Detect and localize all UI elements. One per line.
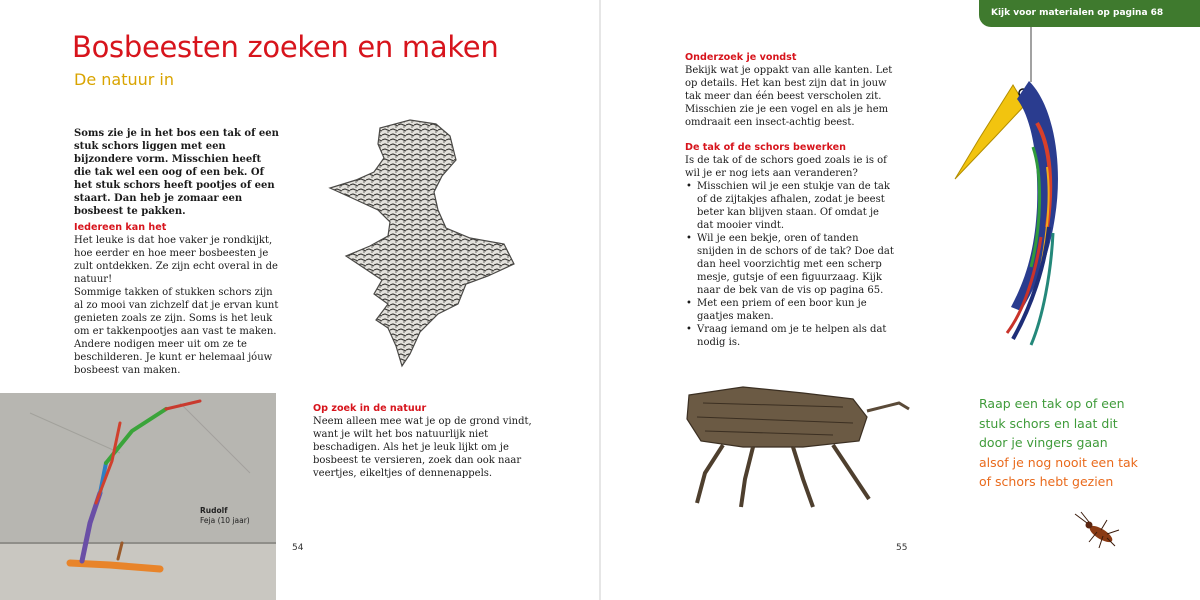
quote-line: alsof je nog nooit een tak [979, 454, 1138, 470]
tips-list [685, 180, 895, 349]
tip-item: • Met een priem of een boor kun je gaatjes maken. [697, 297, 895, 323]
section-text-iedereen-2: Sommige takken of stukken schors zijn al zo mooi van zichzelf dat je ervan kunt genieten zoals ze zijn. Soms is het leuk om er takkenpootjes aan vast te maken. Andere nodigen meer uit om ze te beschilderen. Je kunt er helemaal jóuw bosbeest van maken. [74, 287, 279, 376]
section-heading-onderzoek: Onderzoek je vondst [685, 52, 797, 63]
quote-line: of schors hebt gezien [979, 474, 1114, 489]
intro-text: Soms zie je in het bos een tak of een stuk schors liggen met een bijzondere vorm. Misschien heeft die tak wel een oog of een bek. Of het stuk schors heeft pootjes of een staart. Dan heb je zomaar een bosbeest te pakken. [74, 128, 279, 217]
quote-line: door je vingers gaan [979, 435, 1108, 450]
pull-quote [979, 394, 1138, 492]
bark-bug-illustration [683, 383, 913, 513]
right-page [601, 0, 1200, 600]
page-subtitle: De natuur in [74, 70, 174, 89]
section-onderzoek [685, 51, 895, 129]
page-number-left: 54 [292, 543, 304, 553]
section-heading-op-zoek: Op zoek in de natuur [313, 403, 427, 414]
section-heading-bewerken: De tak of de schors bewerken [685, 142, 846, 153]
page-title: Bosbeesten zoeken en maken [72, 30, 499, 64]
left-page [0, 0, 599, 600]
tip-item: • Wil je een bekje, oren of tanden snijden in de schors of de tak? Doe dat dan heel voorzichtig met een scherp mesje, gutsje of een figuurzaag. Kijk naar de bek van de vis op pagina 65. [697, 232, 895, 297]
section-bewerken [685, 141, 895, 349]
section-text-iedereen: Het leuke is dat hoe vaker je rondkijkt, hoe eerder en hoe meer bosbeesten je zult ontdekken. Ze zijn echt overal in de natuur! [74, 235, 278, 285]
quote-line: Raap een tak op of een [979, 396, 1125, 411]
section-text-op-zoek: Neem alleen mee wat je op de grond vindt, want je wilt het bos natuurlijk niet beschadigen. Als het je leuk lijkt om je bosbeest te versieren, zoek dan ook naar veertjes, eikeltjes of dennenappels. [313, 416, 532, 479]
caption-author: Feja (10 jaar) [200, 516, 250, 525]
section-text-onderzoek: Bekijk wat je oppakt van alle kanten. Let op details. Het kan best zijn dat in jouw tak meer dan één beest verscholen zit. Misschien zie je een vogel en als je hem omdraait een insect-achtig beest. [685, 65, 893, 128]
section-heading-iedereen: Iedereen kan het [74, 222, 167, 233]
tip-item: • Vraag iemand om je te helpen als dat nodig is. [697, 323, 895, 349]
materials-tab: Kijk voor materialen op pagina 68 [979, 0, 1200, 27]
bark-creature-illustration [318, 118, 523, 370]
section-iedereen [74, 221, 279, 377]
insect-icon [1071, 510, 1129, 556]
page-number-right: 55 [896, 543, 908, 553]
tip-item: • Misschien wil je een stukje van de tak of de zijtakjes afhalen, zodat je beest beter kan blijven staan. Of omdat je dat mooier vindt. [697, 180, 895, 232]
photo-rudolf [0, 393, 276, 600]
photo-caption [200, 506, 250, 526]
painted-branch-photo [0, 393, 276, 600]
section-op-zoek [313, 402, 535, 480]
intro-paragraph [74, 127, 279, 218]
painted-bird-illustration [951, 27, 1071, 347]
quote-line: stuk schors en laat dit [979, 415, 1118, 431]
caption-name: Rudolf [200, 506, 228, 515]
section-intro-bewerken: Is de tak of de schors goed zoals ie is of wil je er nog iets aan veranderen? [685, 155, 887, 179]
